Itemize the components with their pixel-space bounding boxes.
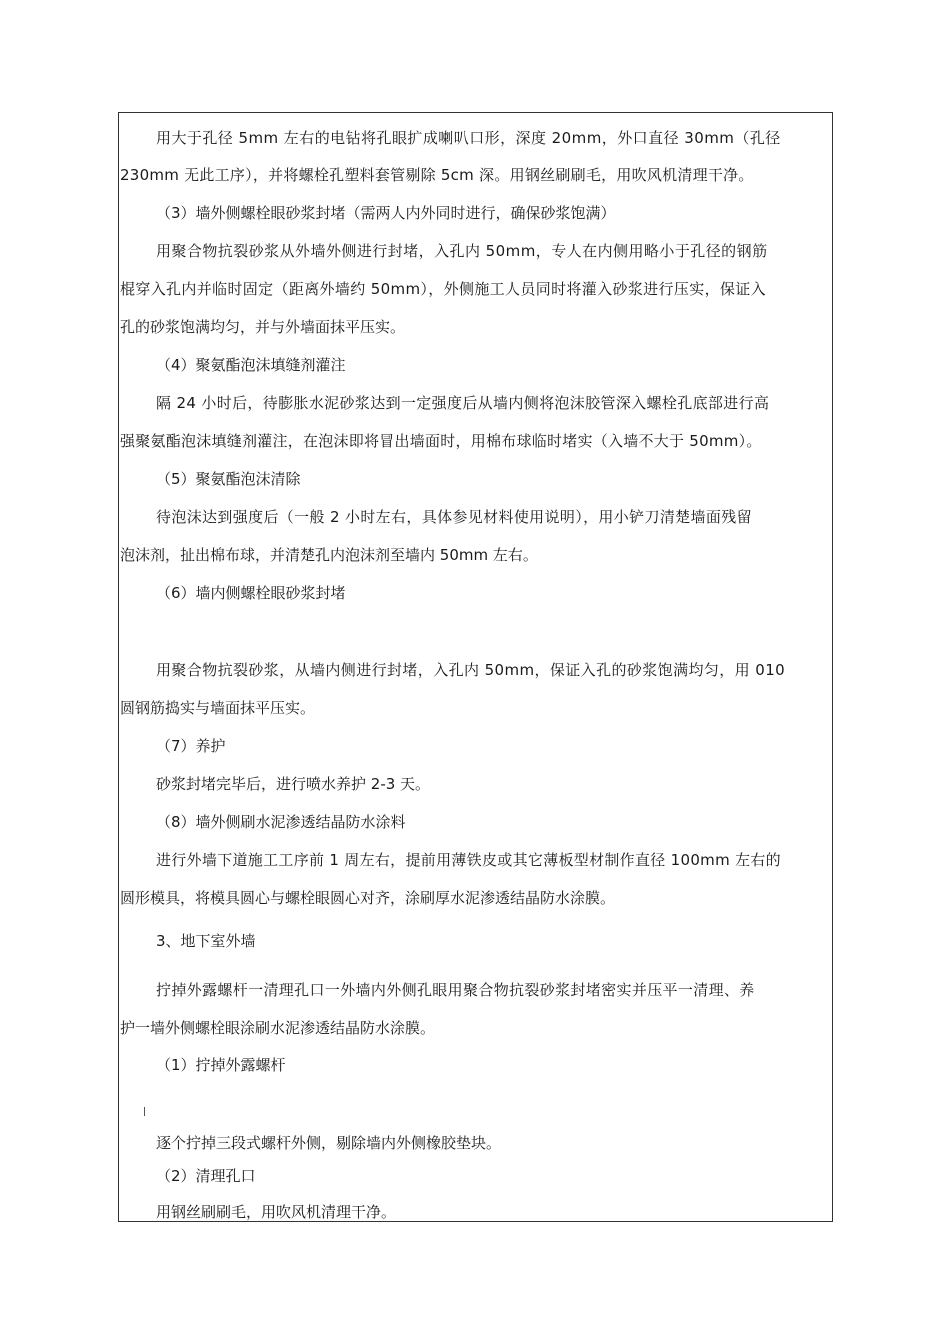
section-heading: （4）聚氨酯泡沫填缝剂灌注	[156, 356, 346, 374]
body-text-line: 泡沫剂，扯出棉布球，并清楚孔内泡沫剂至墙内 50mm 左右。	[120, 546, 538, 564]
body-text-line: 用大于孔径 5mm 左右的电钻将孔眼扩成喇叭口形，深度 20mm，外口直径 30mm（孔径	[156, 129, 781, 147]
body-text-line: 孔的砂浆饱满均匀，并与外墙面抹平压实。	[120, 318, 406, 336]
section-heading: 3、地下室外墙	[156, 932, 256, 950]
section-heading: （8）墙外侧刷水泥渗透结晶防水涂料	[156, 813, 406, 831]
section-heading: （2）清理孔口	[156, 1167, 256, 1185]
body-text-line: 用聚合物抗裂砂浆，从墙内侧进行封堵，入孔内 50mm，保证入孔的砂浆饱满均匀，用 010	[156, 661, 786, 679]
section-heading: （3）墙外侧螺栓眼砂浆封堵（需两人内外同时进行，确保砂浆饱满）	[156, 204, 616, 222]
body-text-line: 进行外墙下道施工工序前 1 周左右，提前用薄铁皮或其它薄板型材制作直径 100mm 左右的	[156, 851, 781, 869]
body-text-line: 隔 24 小时后，待膨胀水泥砂浆达到一定强度后从墙内侧将泡沫胶管深入螺栓孔底部进行高	[156, 394, 770, 412]
body-text-line: 棍穿入孔内并临时固定（距离外墙约 50mm），外侧施工人员同时将灌入砂浆进行压实，保证入	[120, 280, 766, 298]
body-text-line: 强聚氨酯泡沫填缝剂灌注，在泡沫即将冒出墙面时，用棉布球临时堵实（入墙不大于 50mm）。	[120, 432, 762, 450]
section-heading: （5）聚氨酯泡沫清除	[156, 470, 301, 488]
body-text-line: 用钢丝刷刷毛，用吹风机清理干净。	[156, 1203, 397, 1221]
body-text-line: 砂浆封堵完毕后，进行喷水养护 2-3 天。	[156, 775, 431, 793]
section-heading: （7）养护	[156, 737, 226, 755]
text-cursor-mark	[144, 1107, 145, 1116]
body-text-line: 圆形模具，将模具圆心与螺栓眼圆心对齐，涂刷厚水泥渗透结晶防水涂膜。	[120, 889, 616, 907]
body-text-line: 230mm 无此工序），并将螺栓孔塑料套管剔除 5cm 深。用钢丝刷刷毛，用吹风机清理干净。	[120, 166, 754, 184]
section-heading: （1）拧掉外露螺杆	[156, 1056, 286, 1074]
body-text-line: 待泡沫达到强度后（一般 2 小时左右，具体参见材料使用说明），用小铲刀清楚墙面残留	[156, 508, 752, 526]
body-text-line: 圆钢筋捣实与墙面抹平压实。	[120, 699, 316, 717]
body-text-line: 逐个拧掉三段式螺杆外侧，剔除墙内外侧橡胶垫块。	[156, 1134, 502, 1152]
body-text-line: 护一墙外侧螺栓眼涂刷水泥渗透结晶防水涂膜。	[120, 1019, 436, 1037]
body-text-line: 用聚合物抗裂砂浆从外墙外侧进行封堵，入孔内 50mm，专人在内侧用略小于孔径的钢筋	[156, 242, 768, 260]
section-heading: （6）墙内侧螺栓眼砂浆封堵	[156, 584, 346, 602]
body-text-line: 拧掉外露螺杆一清理孔口一外墙内外侧孔眼用聚合物抗裂砂浆封堵密实并压平一清理、养	[156, 981, 755, 999]
